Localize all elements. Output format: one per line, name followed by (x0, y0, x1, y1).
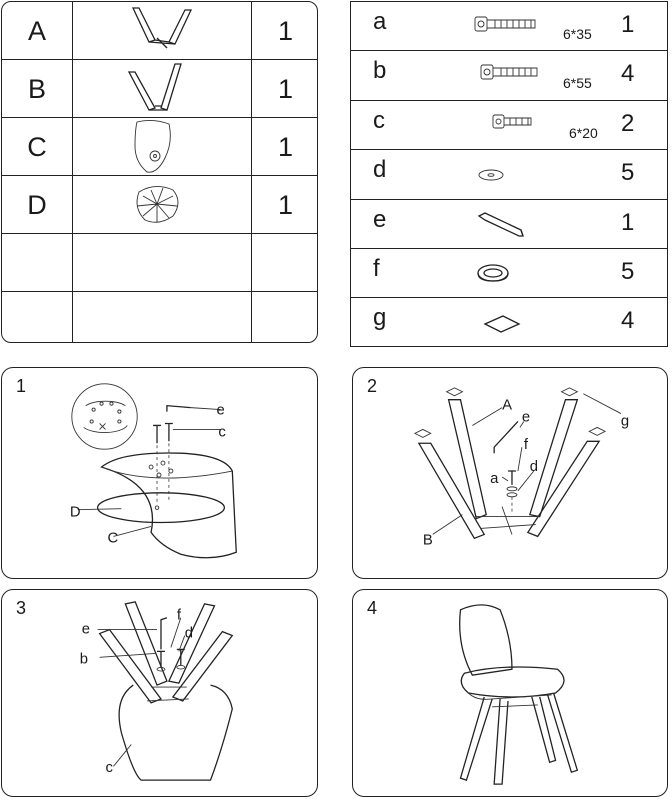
hardware-letter: b (373, 57, 387, 85)
part-qty: 1 (277, 16, 294, 46)
step-2-diagram (353, 368, 667, 578)
hardware-letter: f (373, 255, 380, 282)
parts-row-empty (2, 234, 317, 292)
hardware-qty: 5 (621, 258, 635, 285)
hardware-letter: g (373, 304, 387, 332)
hardware-qty: 1 (621, 208, 635, 236)
hardware-qty: 1 (621, 11, 635, 38)
part-letter: C (27, 132, 47, 162)
hardware-qty: 5 (621, 159, 635, 187)
hardware-row-e (351, 200, 667, 249)
hardware-qty: 4 (621, 307, 635, 335)
callout-label: d (529, 459, 539, 476)
long-bolt-icon (451, 51, 571, 100)
callout-label: e (216, 402, 225, 419)
hardware-size: 6*35 (563, 26, 592, 42)
part-qty: 1 (277, 74, 294, 104)
callout-label: c (218, 424, 226, 441)
step-number: 2 (367, 376, 378, 396)
hardware-size: 6*20 (569, 124, 598, 141)
hardware-letter: d (373, 156, 387, 184)
step-number: 1 (16, 376, 27, 396)
step-4-panel (352, 589, 668, 797)
hardware-row-b (351, 51, 667, 100)
step-3-panel (1, 589, 318, 797)
hardware-qty: 4 (621, 60, 635, 88)
callout-label: e (81, 621, 91, 638)
callout-label: f (523, 437, 528, 454)
part-qty: 1 (277, 132, 294, 162)
short-bolt-icon (451, 101, 571, 150)
step-2-panel (352, 367, 668, 579)
leg-frame-a-icon (73, 2, 251, 60)
part-letter: D (27, 190, 47, 220)
parts-row-d (2, 176, 317, 234)
hardware-row-a (351, 2, 667, 51)
step-3-diagram (2, 590, 317, 796)
step-number: 3 (16, 598, 27, 618)
long-bolt-icon (451, 2, 571, 51)
step-1-panel (1, 367, 318, 579)
callout-label: C (107, 530, 119, 547)
callout-label: c (105, 760, 113, 777)
hardware-letter: c (373, 106, 385, 134)
part-letter: A (27, 16, 46, 46)
hardware-row-f (351, 249, 667, 298)
step-1-diagram (2, 368, 317, 578)
parts-row-c (2, 118, 317, 176)
step-number: 4 (367, 598, 378, 618)
part-letter: B (27, 74, 46, 104)
parts-row-empty (2, 292, 317, 343)
parts-row-b (2, 60, 317, 118)
callout-label: e (521, 409, 531, 426)
callout-label: B (422, 532, 433, 549)
callout-label: d (184, 625, 194, 642)
hardware-size: 6*55 (563, 75, 592, 92)
callout-label: b (79, 651, 89, 668)
hardware-row-d (351, 150, 667, 199)
hardware-row-g (351, 298, 667, 347)
callout-label: f (176, 607, 181, 624)
flat-washer-icon (451, 150, 571, 199)
hardware-letter: a (373, 8, 387, 35)
part-qty: 1 (277, 190, 294, 220)
spring-washer-icon (451, 249, 571, 298)
allen-key-icon (451, 200, 571, 249)
parts-row-a (2, 2, 317, 60)
seat-shell-icon (73, 118, 251, 176)
assembled-chair-icon (353, 590, 667, 796)
callout-label: A (502, 397, 512, 414)
felt-pad-icon (451, 298, 571, 347)
callout-label: D (69, 504, 81, 521)
parts-table (1, 1, 318, 343)
callout-label: a (490, 470, 499, 487)
seat-cushion-icon (73, 176, 251, 234)
leg-frame-b-icon (73, 60, 251, 118)
hardware-letter: e (373, 205, 387, 233)
hardware-qty: 2 (621, 109, 635, 137)
callout-label: g (620, 413, 630, 430)
hardware-row-c (351, 101, 667, 150)
hardware-table (350, 1, 668, 347)
